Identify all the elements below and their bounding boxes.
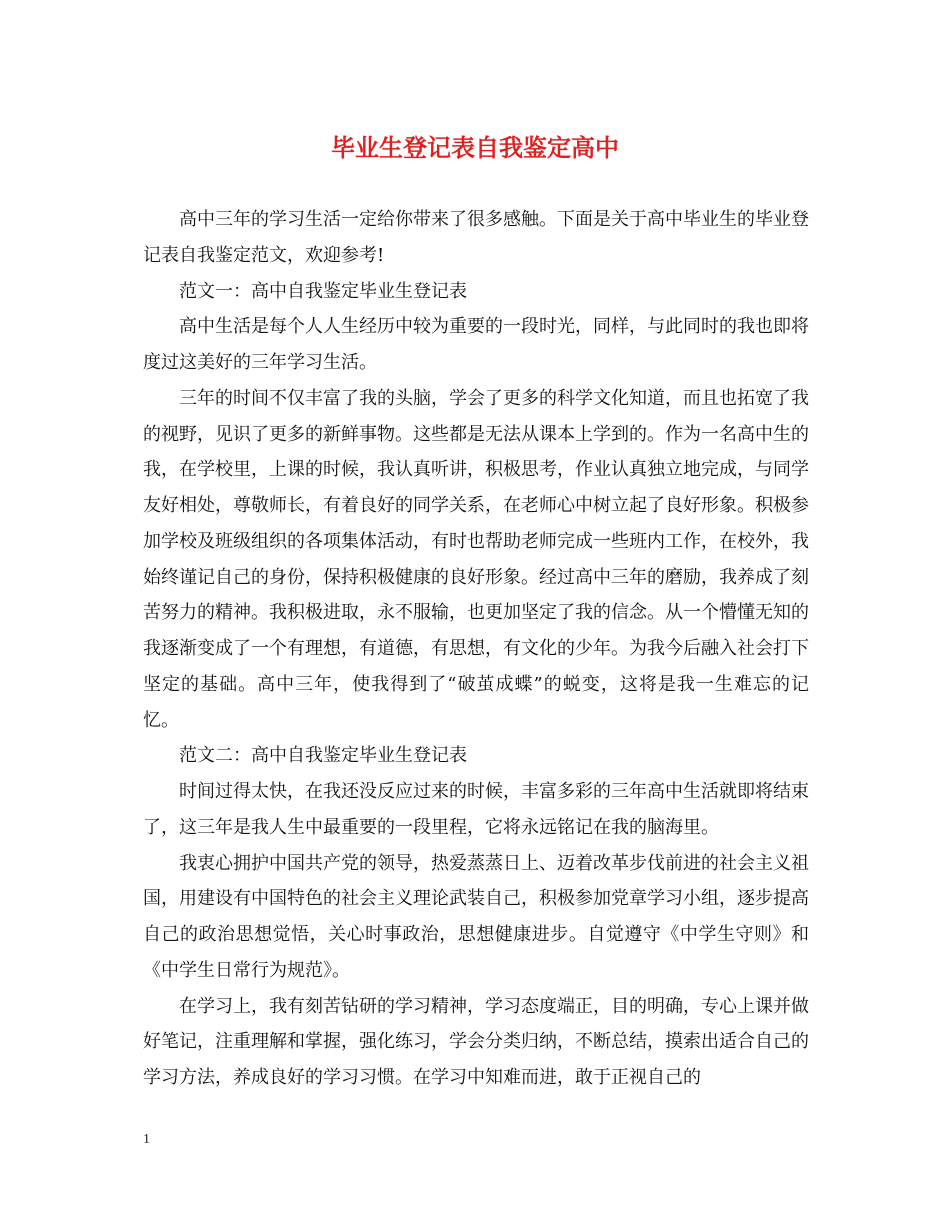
- intro-paragraph: 高中三年的学习生活一定给你带来了很多感触。下面是关于高中毕业生的毕业登记表自我鉴定范文，欢迎参考!: [143, 209, 809, 266]
- body-paragraph: 时间过得太快，在我还没反应过来的时候，丰富多彩的三年高中生活就即将结束了，这三年是我人生中最重要的一段里程，它将永远铭记在我的脑海里。: [143, 781, 809, 838]
- section-heading-sample-1: 范文一：高中自我鉴定毕业生登记表: [179, 280, 467, 302]
- body-paragraph: 在学习上，我有刻苦钻研的学习精神，学习态度端正，目的明确，专心上课并做好笔记，注重理解和掌握，强化练习，学会分类归纳，不断总结，摸索出适合自己的学习方法，养成良好的学习习惯。在学习中知难而进，敢于正视自己的: [143, 995, 809, 1088]
- document-title: 毕业生登记表自我鉴定高中: [331, 133, 619, 162]
- body-paragraph: 高中生活是每个人人生经历中较为重要的一段时光，同样，与此同时的我也即将度过这美好的三年学习生活。: [143, 316, 809, 373]
- body-paragraph: 我衷心拥护中国共产党的领导，热爱蒸蒸日上、迈着改革步伐前进的社会主义祖国，用建设有中国特色的社会主义理论武装自己，积极参加党章学习小组，逐步提高自己的政治思想觉悟，关心时事政治，思想健康进步。自觉遵守《中学生守则》和《中学生日常行为规范》。: [143, 852, 809, 981]
- body-paragraph: 三年的时间不仅丰富了我的头脑，学会了更多的科学文化知道，而且也拓宽了我的视野，见识了更多的新鲜事物。这些都是无法从课本上学到的。作为一名高中生的我，在学校里，上课的时候，我认真听讲，积极思考，作业认真独立地完成，与同学友好相处，尊敬师长，有着良好的同学关系，在老师心中树立起了良好形象。积极参加学校及班级组织的各项集体活动，有时也帮助老师完成一些班内工作，在校外，我始终谨记自己的身份，保持积极健康的良好形象。经过高中三年的磨励，我养成了刻苦努力的精神。我积极进取，永不服输，也更加坚定了我的信念。从一个懵懂无知的我逐渐变成了一个有理想，有道德，有思想，有文化的少年。为我今后融入社会打下坚定的基础。高中三年，使我得到了“破茧成蝶”的蜕变，这将是我一生难忘的记忆。: [143, 387, 809, 731]
- document-body: [143, 202, 809, 1096]
- section-heading-sample-2: 范文二：高中自我鉴定毕业生登记表: [179, 745, 467, 767]
- page-number: 1: [143, 1132, 150, 1147]
